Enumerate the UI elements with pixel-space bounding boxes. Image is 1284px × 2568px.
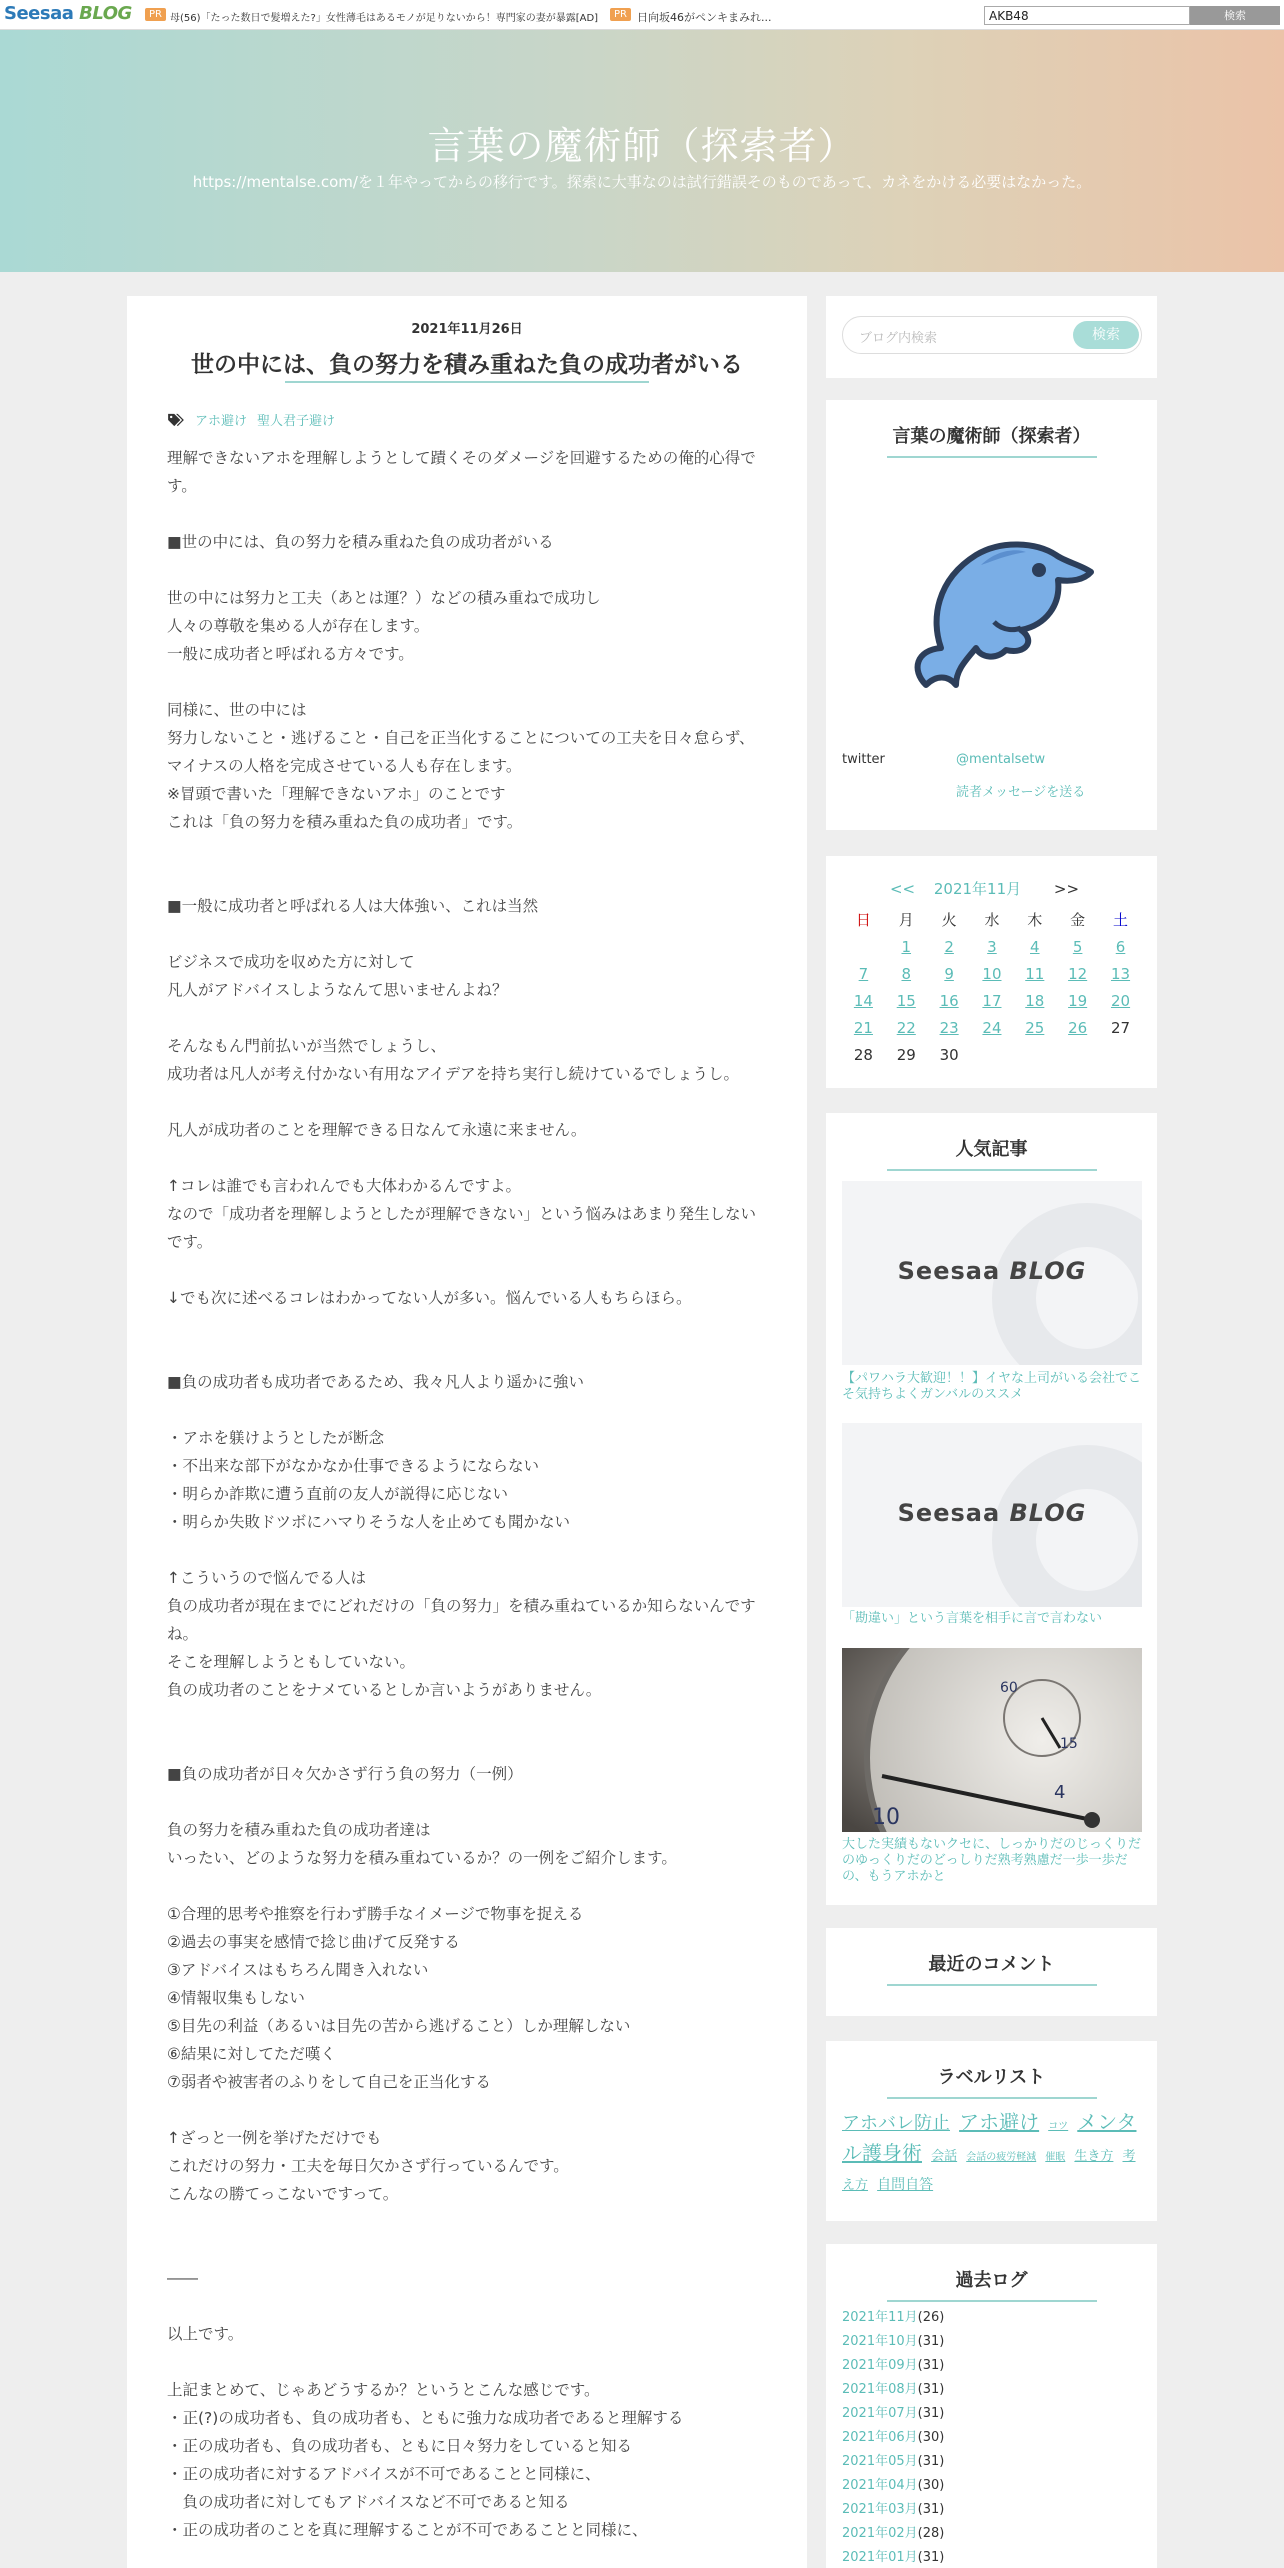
calendar-day-link[interactable]: 25 (1025, 1018, 1045, 1037)
archive-month-link[interactable]: 2021年09月 (842, 2358, 918, 2373)
body-line: ・正の成功者に対するアドバイスが不可であることと同様に、 (167, 2465, 601, 2483)
label-link[interactable]: アホバレ防止 (842, 2113, 950, 2134)
archive-count: (31) (917, 2358, 945, 2373)
calendar-day[interactable] (928, 987, 971, 1014)
body-line: 凡人がアドバイスしようなんて思いませんよね？ (167, 981, 508, 999)
body-line: ①合理的思考や推察を行わず勝手なイメージで物事を捉える (167, 1905, 584, 1923)
body-line: ・アホを躾けようとしたが断念 (167, 1429, 385, 1447)
tags-icon (167, 413, 185, 427)
calendar-day-link[interactable]: 26 (1068, 1018, 1088, 1037)
twitter-link[interactable]: @mentalsetw (956, 752, 1046, 767)
calendar-day[interactable] (1099, 933, 1142, 960)
label-list-box (826, 2041, 1157, 2221)
archive-list (842, 2306, 944, 2568)
archive-item (842, 2474, 944, 2498)
body-line: ビジネスで成功を収めた方に対して (167, 953, 415, 971)
calendar-day[interactable] (1013, 1014, 1056, 1041)
archive-count: (28) (917, 2526, 945, 2541)
calendar-day[interactable] (1099, 960, 1142, 987)
calendar-day[interactable] (1056, 987, 1099, 1014)
watch-photo-thumbnail[interactable] (842, 1648, 1142, 1832)
archive-month-link[interactable]: 2021年11月 (842, 2310, 918, 2325)
blog-header (0, 30, 1284, 272)
calendar-day[interactable] (971, 933, 1014, 960)
body-line: ③アドバイスはもちろん聞き入れない (167, 1961, 429, 1979)
body-line: マイナスの人格を完成させている人も存在します。 (167, 757, 522, 775)
archive-item (842, 2402, 944, 2426)
calendar-day-link[interactable]: 21 (853, 1018, 873, 1037)
post-date: 2021年11月26日 (411, 322, 523, 337)
body-line (167, 1536, 767, 1564)
calendar-day[interactable] (928, 1014, 971, 1041)
calendar-day-link[interactable]: 7 (858, 964, 869, 983)
body-line: 負の成功者のことをナメているとしか言いようがありません。 (167, 1681, 602, 1699)
post-thumbnail[interactable] (842, 1181, 1142, 1365)
body-line: ⑤目先の利益（あるいは目先の苦から逃げること）しか理解しない (167, 2017, 631, 2035)
seesaa-logo[interactable]: Seesaa BLOG (4, 3, 132, 24)
calendar-day-link[interactable]: 8 (901, 964, 912, 983)
dolphin-avatar-icon (886, 510, 1096, 700)
body-line: ・正の成功者のことを真に理解することが不可であることと同様に、 (167, 2521, 648, 2539)
calendar-day[interactable] (1056, 933, 1099, 960)
label-link[interactable]: 考え方 (842, 2149, 1136, 2193)
blog-search-box (826, 296, 1157, 378)
calendar-day (1013, 1041, 1056, 1068)
calendar-day[interactable] (885, 1014, 928, 1041)
archive-item (842, 2522, 944, 2546)
body-line: ■世の中には、負の努力を積み重ねた負の成功者がいる (167, 533, 554, 551)
calendar-day-link[interactable]: 14 (853, 991, 873, 1010)
divider (887, 1169, 1097, 1171)
calendar-day[interactable] (842, 987, 885, 1014)
body-line: 理解できないアホを理解しようとして蹟くそのダメージを回避するための俺的心得です。 (167, 449, 756, 495)
calendar-day[interactable] (928, 960, 971, 987)
calendar-day[interactable] (1013, 933, 1056, 960)
calendar-day-link[interactable]: 4 (1030, 937, 1040, 956)
body-line: 人々の尊敬を集める人が存在します。 (167, 617, 430, 635)
ad-link-1[interactable]: 母(56)「たった数日で髪増えた?」女性薄毛はあるモノが足りないから！専門家の妻が暴露[AD] (170, 13, 599, 24)
calendar-day-link[interactable]: 6 (1115, 937, 1126, 956)
body-line: こんなの勝てっこないですって。 (167, 2185, 399, 2203)
calendar-week (842, 1014, 1142, 1041)
profile-title: 言葉の魔術師（探索者） (892, 426, 1091, 447)
calendar-day-link[interactable]: 24 (982, 1018, 1002, 1037)
archive-count: (31) (917, 2334, 945, 2349)
archive-count: (30) (917, 2478, 945, 2493)
body-line: ・明らか詐欺に遭う直前の友人が説得に応じない (167, 1485, 509, 1503)
calendar-day[interactable] (885, 960, 928, 987)
calendar-table (842, 906, 1142, 1068)
calendar-day-link[interactable]: 11 (1025, 964, 1045, 983)
body-line (167, 2096, 767, 2124)
pr-badge: PR (610, 8, 631, 21)
archive-item (842, 2426, 944, 2450)
divider (887, 1984, 1097, 1986)
body-line: 負の努力を積み重ねた負の成功者達は (167, 1821, 431, 1839)
calendar-day-link[interactable]: 1 (901, 937, 912, 956)
calendar-day[interactable] (885, 933, 928, 960)
calendar-day[interactable] (928, 933, 971, 960)
calendar-weekday: 水 (984, 911, 1000, 929)
calendar-week (842, 960, 1142, 987)
body-line: 同様に、世の中には (167, 701, 307, 719)
recent-comments-box (826, 1928, 1157, 2016)
calendar-day-link[interactable]: 19 (1068, 991, 1088, 1010)
body-line: ⑦弱者や被害者のふりをして自己を正当化する (167, 2073, 491, 2091)
body-line (167, 500, 767, 528)
body-line: 負の成功者に対してもアドバイスなど不可であると知る (167, 2493, 570, 2511)
body-line (167, 1788, 767, 1816)
divider (887, 2300, 1097, 2302)
top-search-input[interactable] (984, 6, 1190, 25)
seesaa-blog-logo: Seesaa BLOG (897, 1499, 1087, 1527)
calendar-day-link[interactable]: 16 (939, 991, 959, 1010)
calendar-weekday: 木 (1027, 911, 1043, 929)
body-line: ■一般に成功者と呼ばれる人は大体強い、これは当然 (167, 897, 539, 915)
archive-count: (31) (917, 2550, 945, 2565)
archive-month-link[interactable]: 2021年10月 (842, 2334, 918, 2349)
svg-text:60: 60 (1000, 1680, 1018, 1696)
calendar-week (842, 987, 1142, 1014)
archive-title: 過去ログ (955, 2270, 1028, 2291)
calendar-day[interactable] (971, 1014, 1014, 1041)
body-line (167, 2208, 767, 2236)
body-line (167, 1312, 767, 1340)
calendar-day (971, 1041, 1014, 1068)
profile-box (826, 400, 1157, 830)
body-line: ↑こういうので悩んでる人は (167, 1569, 366, 1587)
body-line (167, 1704, 767, 1732)
calendar-day[interactable] (971, 960, 1014, 987)
archive-count: (31) (917, 2502, 945, 2517)
body-line: 負の成功者が現在までにどれだけの「負の努力」を積み重ねているか知らないんですね。 (167, 1597, 756, 1643)
label-link[interactable]: 会話の疲労軽減 (966, 2152, 1037, 2163)
body-line (167, 1396, 767, 1424)
body-line: ⑥結果に対してただ嘆く (167, 2045, 336, 2063)
archive-count: (31) (917, 2454, 945, 2469)
body-line: 凡人が成功者のことを理解できる日なんて永遠に来ません。 (167, 1121, 587, 1139)
label-link[interactable]: アホ避け (959, 2110, 1040, 2134)
label-link[interactable]: 催眠 (1045, 2152, 1066, 2163)
blog-search-field[interactable] (842, 316, 1142, 354)
archive-month-link[interactable]: 2021年02月 (842, 2526, 918, 2541)
calendar-day[interactable] (971, 987, 1014, 1014)
calendar-weekday: 火 (941, 911, 957, 929)
body-line: 以上です。 (167, 2325, 244, 2343)
body-line: ・明らか失敗ドツボにハマりそうな人を止めても聞かない (167, 1513, 571, 1531)
recent-comments-title: 最近のコメント (928, 1954, 1055, 1975)
body-line: ・不出来な部下がなかなか仕事できるようにならない (167, 1457, 540, 1475)
post-body (167, 444, 767, 2544)
label-list-title: ラベルリスト (937, 2067, 1046, 2088)
body-line (167, 1004, 767, 1032)
body-line (167, 1872, 767, 1900)
body-line (167, 556, 767, 584)
calendar-day-link[interactable]: 10 (982, 964, 1002, 983)
archive-count: (26) (917, 2310, 945, 2325)
post-tags (167, 410, 335, 429)
body-line: ※冒頭で書いた「理解できないアホ」のことです (167, 785, 506, 803)
body-line: ②過去の事実を感情で捻じ曲げて反発する (167, 1933, 460, 1951)
archive-item (842, 2450, 944, 2474)
divider (887, 456, 1097, 458)
calendar-weekday: 日 (855, 911, 871, 929)
calendar-day[interactable] (1056, 1014, 1099, 1041)
archive-item (842, 2354, 944, 2378)
svg-text:10: 10 (872, 1805, 900, 1830)
body-line (167, 836, 767, 864)
body-line: これだけの努力・工夫を毎日欠かさず行っているんです。 (167, 2157, 569, 2175)
blog-description: https://mentalse.com/を１年やってからの移行です。探索に大事なのは試行錯誤そのものであって、カネをかける必要はなかった。 (192, 173, 1092, 191)
calendar-day[interactable] (1013, 960, 1056, 987)
calendar-day-link[interactable]: 2 (944, 937, 954, 956)
body-line: 成功者は凡人が考え付かない有用なアイデアを持ち実行し続けているでしょうし。 (167, 1065, 739, 1083)
calendar-weekdays (842, 906, 1142, 933)
calendar-day-link[interactable]: 17 (982, 991, 1002, 1010)
body-line: ■負の成功者が日々欠かさず行う負の努力（一例） (167, 1765, 523, 1783)
calendar-weekday: 金 (1070, 911, 1086, 929)
body-line (167, 2292, 767, 2320)
label-link[interactable]: 会話 (931, 2149, 958, 2164)
calendar-day-link[interactable]: 9 (944, 964, 954, 983)
calendar-day[interactable] (842, 1014, 885, 1041)
blog-search-input[interactable]: ブログ内検索 (859, 331, 938, 346)
calendar-day-link[interactable]: 3 (987, 937, 997, 956)
blog-search-button[interactable]: 検索 (1073, 321, 1139, 349)
twitter-label: twitter (842, 752, 885, 767)
archive-count: (31) (917, 2406, 945, 2421)
body-line (167, 1732, 767, 1760)
top-bar (0, 0, 1284, 30)
calendar-day: 27 (1110, 1018, 1131, 1037)
divider (887, 2097, 1097, 2099)
body-line: ■負の成功者も成功者であるため、我々凡人より遥かに強い (167, 1373, 585, 1391)
archive-count: (31) (917, 2382, 945, 2397)
seesaa-blog-logo: Seesaa BLOG (897, 1257, 1087, 1285)
reader-message-link[interactable]: 読者メッセージを送る (956, 785, 1086, 800)
body-line: そこを理解しようともしていない。 (167, 1653, 416, 1671)
blog-title[interactable]: 言葉の魔術師（探索者） (427, 124, 857, 168)
calendar-day[interactable] (885, 987, 928, 1014)
post-title[interactable]: 世の中には、負の努力を積み重ねた負の成功者がいる (191, 352, 743, 378)
calendar-next-link[interactable]: >> (1053, 880, 1080, 898)
archive-month-link[interactable]: 2021年03月 (842, 2502, 918, 2517)
calendar-header (826, 878, 1157, 899)
calendar-day-link[interactable]: 20 (1110, 991, 1131, 1010)
popular-post-link[interactable]: 【パワハラ大歓迎！！】イヤな上司がいる会社でこそ気持ちよくガンバルのススメ (842, 1371, 1142, 1402)
calendar-weekday: 月 (898, 911, 914, 929)
calendar-day-link[interactable]: 15 (896, 991, 916, 1010)
body-line: ↓でも次に述べるコレはわかってない人が多い。悩んでいる人もちらほら。 (167, 1289, 692, 1307)
archive-month-link[interactable]: 2021年07月 (842, 2406, 918, 2421)
archive-month-link[interactable]: 2021年05月 (842, 2454, 918, 2469)
body-line (167, 864, 767, 892)
calendar-week (842, 1041, 1142, 1068)
calendar-day[interactable] (842, 960, 885, 987)
archive-box (826, 2244, 1157, 2568)
archive-count: (30) (917, 2430, 945, 2445)
archive-item (842, 2378, 944, 2402)
ad-link-2[interactable]: 日向坂46がペンキまみれ... (637, 11, 772, 24)
body-line: 上記まとめて、じゃあどうするか？というとこんな感じです。 (167, 2381, 600, 2399)
body-line: ④情報収集もしない (167, 1989, 305, 2007)
body-line: なので「成功者を理解しようとしたが理解できない」という悩みはあまり発生しないです。 (167, 1205, 757, 1251)
calendar-day (842, 933, 885, 960)
svg-text:4: 4 (1054, 1782, 1066, 1803)
calendar-day (1099, 1041, 1142, 1068)
calendar-box (826, 856, 1157, 1088)
pr-badge: PR (145, 8, 166, 21)
calendar-day-link[interactable]: 23 (939, 1018, 959, 1037)
calendar-day-link[interactable]: 13 (1110, 964, 1131, 983)
body-line (167, 1340, 767, 1368)
calendar-day: 29 (896, 1045, 916, 1064)
body-line (167, 2348, 767, 2376)
popular-title: 人気記事 (955, 1139, 1028, 1160)
top-search-button[interactable]: 検索 (1190, 6, 1280, 25)
calendar-day-link[interactable]: 5 (1072, 937, 1083, 956)
body-line: ↑ざっと一例を挙げただけでも (167, 2129, 382, 2147)
body-line: 世の中には努力と工夫（あとは運？）などの積み重ねで成功し (167, 589, 601, 607)
body-line (167, 2236, 767, 2264)
post-thumbnail[interactable] (842, 1423, 1142, 1607)
tag-link[interactable]: 聖人君子避け (257, 414, 336, 429)
body-line: いったい、どのような努力を積み重ねているか？の一例をご紹介します。 (167, 1849, 677, 1867)
calendar-day[interactable] (1013, 987, 1056, 1014)
calendar-day (1056, 1041, 1099, 1068)
body-line (167, 1256, 767, 1284)
calendar-day: 30 (939, 1045, 959, 1064)
label-link[interactable]: メンタル護身術 (842, 2110, 1137, 2165)
calendar-day: 28 (853, 1045, 873, 1064)
calendar-weekday: 土 (1113, 911, 1129, 929)
calendar-week (842, 933, 1142, 960)
body-line (167, 1088, 767, 1116)
archive-item (842, 2306, 944, 2330)
calendar-day-link[interactable]: 22 (896, 1018, 916, 1037)
label-link[interactable]: 自問自答 (877, 2177, 934, 2193)
title-underline (285, 381, 649, 383)
body-line: 一般に成功者と呼ばれる方々です。 (167, 645, 414, 663)
body-line: そんなもん門前払いが当然でしょうし、 (167, 1037, 447, 1055)
calendar-day[interactable] (1056, 960, 1099, 987)
body-line: これは「負の努力を積み重ねた負の成功者」です。 (167, 813, 523, 831)
archive-month-link[interactable]: 2021年04月 (842, 2478, 918, 2493)
calendar-month-link[interactable]: 2021年11月 (933, 880, 1022, 898)
body-line (167, 1144, 767, 1172)
archive-month-link[interactable]: 2021年08月 (842, 2382, 918, 2397)
archive-month-link[interactable]: 2021年01月 (842, 2550, 918, 2565)
archive-month-link[interactable]: 2021年06月 (842, 2430, 918, 2445)
calendar-day[interactable] (1099, 987, 1142, 1014)
article (127, 296, 807, 2568)
archive-item (842, 2330, 944, 2354)
body-line: ・正の成功者も、負の成功者も、ともに日々努力をしていると知る (167, 2437, 633, 2455)
popular-posts-box (826, 1113, 1157, 1905)
svg-text:15: 15 (1060, 1736, 1078, 1752)
tag-link[interactable]: アホ避け (195, 414, 248, 429)
label-link[interactable]: 生き方 (1074, 2149, 1114, 2164)
body-line (167, 920, 767, 948)
calendar-day-link[interactable]: 12 (1068, 964, 1088, 983)
body-line: ―― (167, 2269, 198, 2287)
calendar-prev-link[interactable]: << (889, 880, 916, 898)
label-link[interactable]: コツ (1048, 2121, 1069, 2132)
calendar-day-link[interactable]: 18 (1025, 991, 1045, 1010)
archive-item (842, 2546, 944, 2568)
body-line: 努力しないこと・逃げること・自己を正当化することについての工夫を日々怠らず、 (167, 729, 755, 747)
body-line: ↑コレは誰でも言われんでも大体わかるんですよ。 (167, 1177, 521, 1195)
archive-item (842, 2498, 944, 2522)
popular-post-link[interactable]: 大した実績もないクセに、しっかりだのじっくりだのゆっくりだのどっしりだ熟考熟慮だ一歩一歩だの、もうアホかと (842, 1837, 1142, 1884)
calendar-body (842, 933, 1142, 1068)
body-line (167, 668, 767, 696)
label-cloud (842, 2109, 1142, 2199)
body-line: ・正(?)の成功者も、負の成功者も、ともに強力な成功者であると理解する (167, 2409, 684, 2427)
popular-post-link[interactable]: 「勘違い」という言葉を相手に言で言わない (842, 1611, 1103, 1626)
